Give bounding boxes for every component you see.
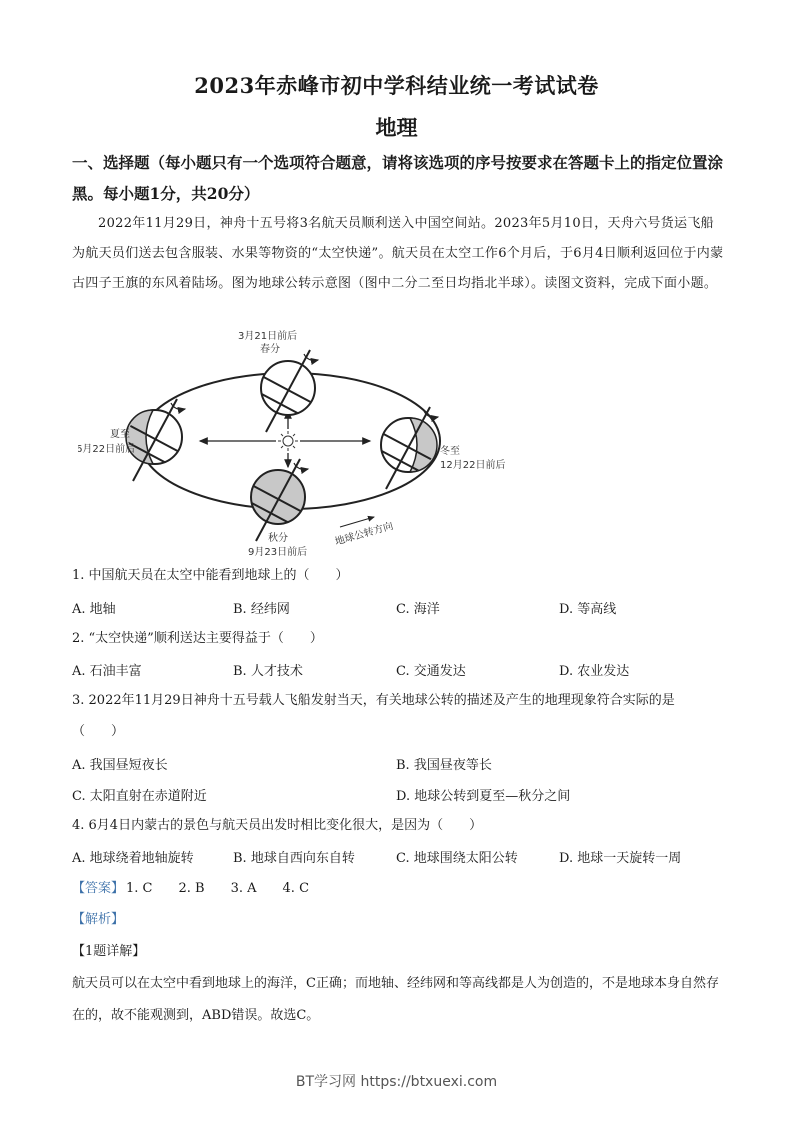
- detail-heading: 【1题详解】: [72, 944, 146, 959]
- q3-option-d[interactable]: D. 地球公转到夏至—秋分之间: [396, 789, 571, 804]
- q1-option-b[interactable]: B. 经纬网: [233, 602, 290, 617]
- question-4-options: [72, 847, 732, 867]
- answer-item-4: 4. C: [282, 881, 310, 896]
- q2-option-b[interactable]: B. 人才技术: [233, 664, 303, 679]
- q1-option-d[interactable]: D. 等高线: [559, 602, 617, 617]
- sun-icon: [200, 411, 370, 467]
- label-autumn-date: 9月23日前后: [248, 547, 308, 558]
- analysis-label: 【解析】: [72, 912, 125, 927]
- q3-option-c[interactable]: C. 太阳直射在赤道附近: [72, 789, 207, 804]
- q3-option-b[interactable]: B. 我国昼夜等长: [396, 758, 492, 773]
- q2-option-a[interactable]: A. 石油丰富: [72, 664, 142, 679]
- q4-option-b[interactable]: B. 地球自西向东自转: [233, 851, 355, 866]
- q1-option-c[interactable]: C. 海洋: [396, 602, 440, 617]
- section-heading: 一、选择题（每小题只有一个选项符合题意，请将该选项的序号按要求在答题卡上的指定位置涂黑。每小题1分，共20分）: [72, 153, 724, 203]
- exam-subject: 地理: [375, 115, 418, 140]
- question-2-options: [72, 660, 732, 680]
- reading-passage: 2022年11月29日，神舟十五号将3名航天员顺利送入中国空间站。2023年5月10日，天舟六号货运飞船为航天员们送去包含服装、水果等物资的“太空快递”。航天员在太空工作6个月后，于6月4日顺利返回位于内蒙古四子王旗的东风着陆场。图为地球公转示意图（图中二分二至日均指北半球）。读图文资料，完成下面小题。: [72, 216, 724, 291]
- q3-option-a[interactable]: A. 我国昼短夜长: [72, 758, 168, 773]
- label-direction: 地球公转方向: [333, 520, 395, 548]
- question-2-stem: 2. “太空快递”顺利送达主要得益于（ ）: [72, 631, 323, 646]
- footer-watermark: BT学习网 https://btxuexi.com: [295, 1074, 498, 1090]
- question-3-options-row2: [72, 785, 732, 805]
- label-winter-date: 12月22日前后: [440, 460, 506, 471]
- earth-winter-solstice: [378, 407, 438, 489]
- answer-item-1: 1. C: [126, 881, 153, 896]
- question-3-stem: 3. 2022年11月29日神舟十五号载人飞船发射当天，有关地球公转的描述及产生的地理现象符合实际的是: [72, 693, 675, 708]
- q4-option-a[interactable]: A. 地球绕着地轴旋转: [72, 851, 194, 866]
- label-summer-name: 夏至: [110, 429, 130, 440]
- question-1-stem: 1. 中国航天员在太空中能看到地球上的（ ）: [72, 568, 349, 583]
- answer-label: 【答案】: [72, 881, 125, 896]
- question-1-options: [72, 598, 732, 618]
- q4-option-c[interactable]: C. 地球围绕太阳公转: [396, 851, 518, 866]
- label-spring-date: 3月21日前后: [238, 331, 298, 342]
- earth-revolution-diagram: [78, 327, 518, 559]
- answer-item-2: 2. B: [178, 881, 205, 896]
- q2-option-c[interactable]: C. 交通发达: [396, 664, 466, 679]
- q4-option-d[interactable]: D. 地球一天旋转一周: [559, 851, 682, 866]
- orbit-svg: [78, 327, 518, 559]
- label-spring-name: 春分: [260, 344, 280, 355]
- exam-title: 2023年赤峰市初中学科结业统一考试试卷: [194, 73, 599, 98]
- question-3-options-row1: [72, 754, 732, 774]
- q2-option-d[interactable]: D. 农业发达: [559, 664, 630, 679]
- answer-item-3: 3. A: [230, 881, 257, 896]
- label-summer-date: 6月22日前后: [78, 444, 136, 455]
- question-3-stem-cont: （ ）: [72, 724, 125, 739]
- earth-summer-solstice: [125, 399, 185, 481]
- detail-text: 航天员可以在太空中看到地球上的海洋，C正确；而地轴、经纬网和等高线都是人为创造的，不是地球本身自然存在的，故不能观测到，ABD错误。故选C。: [72, 976, 719, 1023]
- earth-autumn-equinox: [248, 459, 308, 541]
- q1-option-a[interactable]: A. 地轴: [72, 602, 116, 617]
- label-winter-name: 冬至: [440, 446, 460, 457]
- label-autumn-name: 秋分: [268, 533, 288, 544]
- answer-line: [72, 877, 335, 896]
- question-4-stem: 4. 6月4日内蒙古的景色与航天员出发时相比变化很大，是因为（ ）: [72, 818, 483, 833]
- revolution-direction-arrow: [340, 517, 374, 527]
